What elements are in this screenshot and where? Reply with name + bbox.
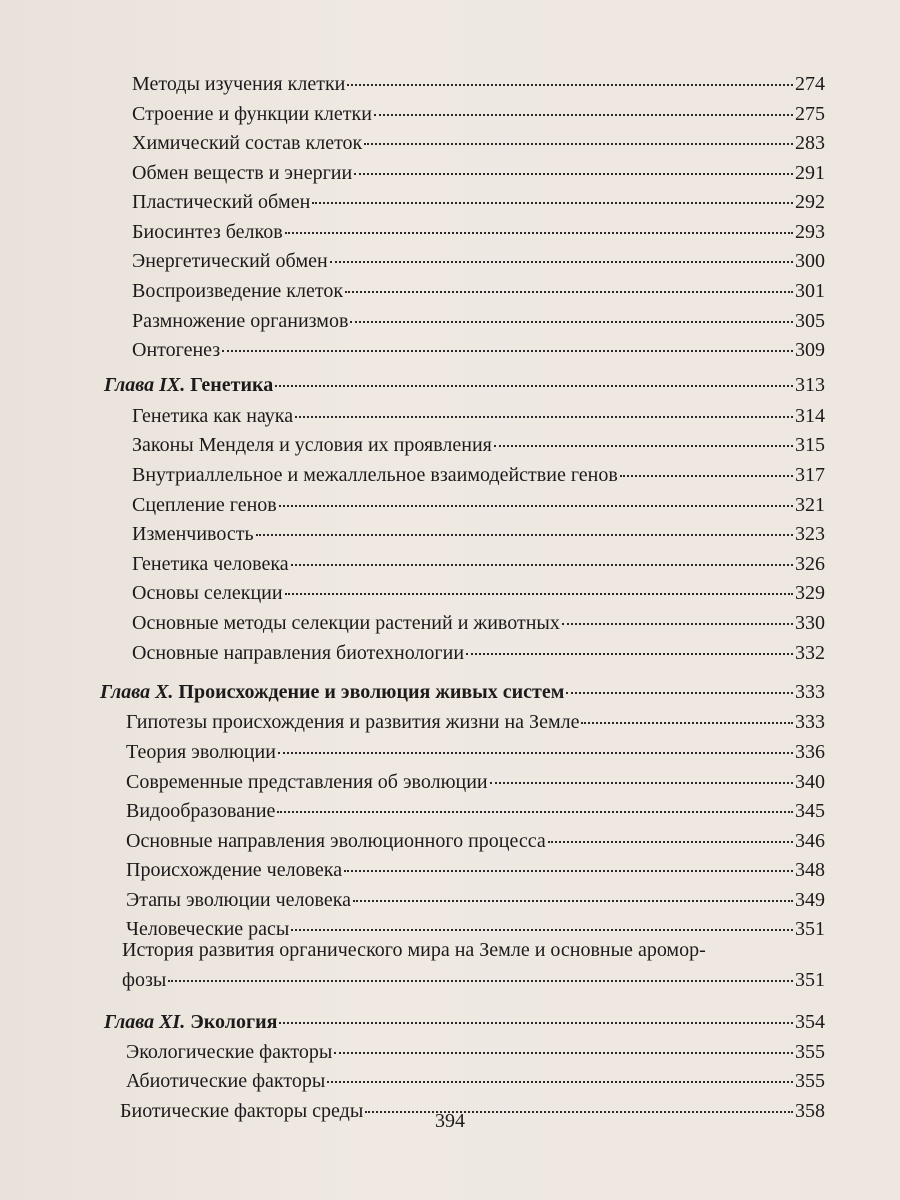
toc-entry-row[interactable]	[132, 102, 825, 126]
toc-entry-title: Пластический обмен	[132, 191, 311, 213]
toc-entry-page: 340	[795, 771, 825, 793]
toc-entry-page: 315	[795, 434, 825, 456]
toc-entry-row[interactable]	[132, 522, 825, 546]
toc-entry-page: 301	[795, 280, 825, 302]
toc-entry-row[interactable]	[132, 641, 825, 665]
dot-leader	[330, 259, 793, 263]
toc-entry-row[interactable]	[132, 611, 825, 635]
toc-entry-page: 346	[795, 830, 825, 852]
toc-entry-title: Химический состав клеток	[132, 132, 363, 154]
toc-chapter-row[interactable]	[100, 680, 825, 704]
dot-leader	[278, 750, 793, 754]
toc-entry-title: Изменчивость	[132, 523, 254, 545]
toc-chapter-row[interactable]	[104, 1010, 825, 1034]
dot-leader	[168, 978, 793, 982]
dot-leader	[353, 898, 793, 902]
dot-leader	[291, 562, 793, 566]
toc-entry-title: Теория эволюции	[126, 741, 276, 763]
toc-entry-title: Биотические факторы среды	[120, 1100, 364, 1122]
dot-leader	[354, 171, 793, 175]
toc-entry-title: Гипотезы происхождения и развития жизни на Земле	[126, 711, 580, 733]
dot-leader	[327, 1079, 793, 1083]
toc-entry-row[interactable]	[126, 770, 825, 794]
dot-leader	[350, 319, 793, 323]
toc-chapter-row[interactable]	[104, 373, 825, 397]
dot-leader	[285, 230, 793, 234]
toc-entry-title: Биосинтез белков	[132, 221, 283, 243]
toc-entry-title: Методы изучения клетки	[132, 73, 346, 95]
toc-entry-row[interactable]	[126, 1040, 825, 1064]
toc-entry-page: 292	[795, 191, 825, 213]
toc-entry-title: Генетика человека	[132, 553, 289, 575]
chapter-name: Происхождение и эволюция живых систем	[178, 681, 565, 703]
toc-entry-row[interactable]	[132, 552, 825, 576]
toc-entry-page: 300	[795, 250, 825, 272]
dot-leader	[312, 200, 793, 204]
toc-entry-page: 333	[795, 711, 825, 733]
toc-entry-title: Энергетический обмен	[132, 250, 328, 272]
toc-entry-title: Сцепление генов	[132, 494, 277, 516]
toc-entry-row[interactable]	[126, 799, 825, 823]
toc-entry-title: Размножение организмов	[132, 310, 349, 332]
toc-entry-page: 313	[795, 374, 825, 396]
toc-entry-row[interactable]	[132, 309, 825, 333]
toc-entry-page: 293	[795, 221, 825, 243]
toc-entry-row[interactable]	[132, 338, 825, 362]
toc-entry-title: Основные направления эволюционного процесса	[126, 830, 546, 852]
toc-entry-row[interactable]	[126, 888, 825, 912]
toc-entry-page: 326	[795, 553, 825, 575]
toc-entry-page: 349	[795, 889, 825, 911]
dot-leader	[364, 141, 793, 145]
toc-entry-page: 354	[795, 1011, 825, 1033]
toc-entry-page: 314	[795, 405, 825, 427]
toc-entry-page: 355	[795, 1041, 825, 1063]
toc-entry-row[interactable]	[132, 72, 825, 96]
toc-entry-page: 332	[795, 642, 825, 664]
dot-leader	[291, 927, 793, 931]
toc-entry-title	[100, 680, 564, 704]
dot-leader	[285, 591, 793, 595]
dot-leader	[562, 621, 793, 625]
dot-leader	[548, 839, 793, 843]
toc-entry-title: Строение и функции клетки	[132, 103, 372, 125]
toc-entry-row[interactable]	[126, 829, 825, 853]
dot-leader	[466, 651, 793, 655]
toc-entry-page: 321	[795, 494, 825, 516]
toc-entry-row[interactable]	[132, 493, 825, 517]
toc-entry-page: 274	[795, 73, 825, 95]
toc-entry-row[interactable]	[132, 463, 825, 487]
toc-entry-title: Воспроизведение клеток	[132, 280, 344, 302]
toc-entry-row[interactable]	[132, 161, 825, 185]
toc-entry-title: Абиотические факторы	[126, 1070, 326, 1092]
toc-entry-page: 351	[795, 918, 825, 940]
toc-entry-title: Видообразование	[126, 800, 276, 822]
toc-entry-row[interactable]	[132, 249, 825, 273]
dot-leader	[347, 82, 793, 86]
toc-entry-title: фозы	[122, 969, 167, 991]
dot-leader	[279, 503, 793, 507]
toc-entry-row[interactable]	[132, 131, 825, 155]
dot-leader	[581, 720, 793, 724]
toc-entry-title: Происхождение человека	[126, 859, 343, 881]
toc-entry-title	[104, 1010, 277, 1034]
toc-entry-title: Экологические факторы	[126, 1041, 333, 1063]
toc-entry-title: Этапы эволюции человека	[126, 889, 352, 911]
toc-entry-row[interactable]	[122, 968, 825, 992]
toc-entry-row[interactable]	[132, 581, 825, 605]
toc-entry-row[interactable]	[132, 433, 825, 457]
toc-entry-page: 283	[795, 132, 825, 154]
toc-entry-row[interactable]	[132, 190, 825, 214]
toc-entry-title-line: История развития органического мира на Земле и основные аромор-	[122, 939, 706, 961]
toc-entry-page: 329	[795, 582, 825, 604]
toc-entry-page: 323	[795, 523, 825, 545]
toc-entry-row[interactable]	[126, 740, 825, 764]
toc-entry-page: 309	[795, 339, 825, 361]
toc-entry-row[interactable]	[132, 279, 825, 303]
dot-leader	[345, 289, 793, 293]
toc-entry-title: Онтогенез	[132, 339, 221, 361]
dot-leader	[256, 532, 793, 536]
toc-entry-page: 355	[795, 1070, 825, 1092]
toc-entry-page: 317	[795, 464, 825, 486]
chapter-label: Глава IX.	[104, 374, 186, 396]
toc-entry-row[interactable]	[126, 858, 825, 882]
dot-leader	[334, 1050, 793, 1054]
dot-leader	[222, 348, 793, 352]
dot-leader	[374, 112, 793, 116]
toc-entry-row[interactable]	[132, 404, 825, 428]
dot-leader	[275, 383, 793, 387]
toc-entry-page: 358	[795, 1100, 825, 1122]
toc-entry-page: 345	[795, 800, 825, 822]
toc-entry-page: 336	[795, 741, 825, 763]
dot-leader	[490, 780, 793, 784]
chapter-label: Глава X.	[100, 681, 174, 703]
toc-entry-page: 330	[795, 612, 825, 634]
toc-entry-title: Обмен веществ и энергии	[132, 162, 353, 184]
toc-entry-title: Внутриаллельное и межаллельное взаимодействие генов	[132, 464, 618, 486]
toc-entry-title: Законы Менделя и условия их проявления	[132, 434, 492, 456]
toc-entry-page: 333	[795, 681, 825, 703]
toc-entry-row[interactable]	[126, 1069, 825, 1093]
dot-leader	[295, 414, 793, 418]
toc-entry-title: Основы селекции	[132, 582, 283, 604]
toc-entry-row[interactable]	[132, 220, 825, 244]
toc-entry-page: 351	[795, 969, 825, 991]
dot-leader	[279, 1020, 793, 1024]
chapter-name: Экология	[190, 1011, 278, 1033]
toc-entry-row[interactable]	[126, 710, 825, 734]
page-number: 394	[435, 1110, 465, 1132]
dot-leader	[344, 868, 793, 872]
toc-entry-page: 275	[795, 103, 825, 125]
toc-entry-title: Человеческие расы	[126, 918, 290, 940]
toc-entry-title: Основные направления биотехнологии	[132, 642, 465, 664]
toc-entry-title	[104, 373, 273, 397]
dot-leader	[277, 809, 793, 813]
dot-leader	[494, 443, 793, 447]
toc-entry-title: Генетика как наука	[132, 405, 294, 427]
toc-entry-page: 305	[795, 310, 825, 332]
chapter-name: Генетика	[190, 374, 274, 396]
dot-leader	[566, 690, 793, 694]
toc-entry-title: Основные методы селекции растений и животных	[132, 612, 560, 634]
toc-entry-title: Современные представления об эволюции	[126, 771, 488, 793]
toc-entry-page: 291	[795, 162, 825, 184]
dot-leader	[620, 473, 793, 477]
toc-entry-page: 348	[795, 859, 825, 881]
chapter-label: Глава XI.	[104, 1011, 186, 1033]
